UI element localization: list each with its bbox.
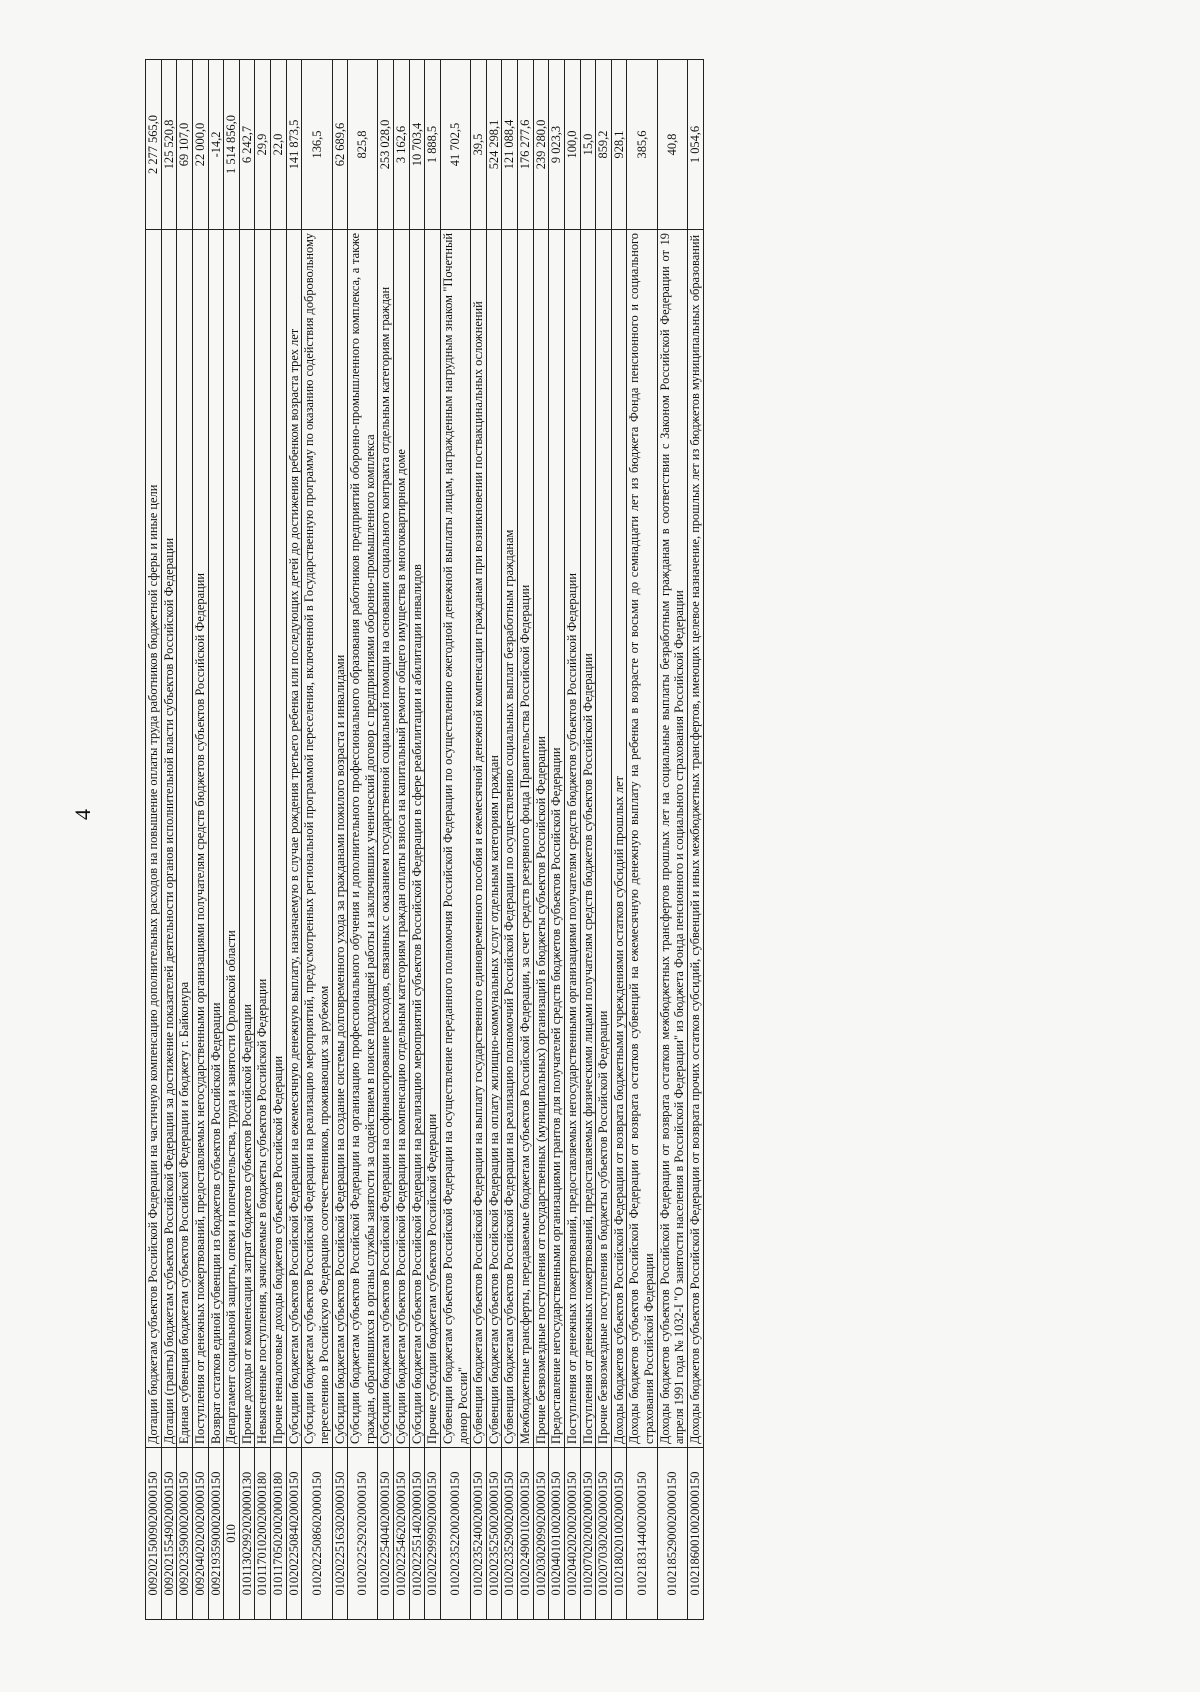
budget-code-cell: 01021831440020000150 [627, 1448, 657, 1620]
table-row [239, 60, 255, 1620]
amount-cell: 524 298,1 [486, 60, 502, 230]
table-row [486, 60, 502, 1620]
budget-code-cell: 01020402020020000150 [564, 1448, 580, 1620]
amount-cell: 6 242,7 [239, 60, 255, 230]
table-row [627, 60, 657, 1620]
table-row [425, 60, 441, 1620]
description-cell: Дотации (гранты) бюджетам субъектов Российской Федерации за достижение показателей деятельности органов исполнительной власти субъектов Российской Федерации [161, 230, 177, 1448]
description-cell: Субсидии бюджетам субъектов Российской Федерации на создание системы долговременного ухода за гражданами пожилого возраста и инвалидами [332, 230, 348, 1448]
table-row [208, 60, 224, 1620]
description-cell: Субсидии бюджетам субъектов Российской Федерации на организацию профессионального обучения и дополнительного профессионального образования работников предприятий оборонно-промышленного комплекса, а также граждан, обратившихся в органы службы занятости за содействием в поиске подходящей работы и заключивших ученический договор с предприятиями оборонно-промышленного комплекса [348, 230, 378, 1448]
amount-cell: 22,0 [271, 60, 287, 230]
table-row [378, 60, 394, 1620]
table-row [657, 60, 687, 1620]
revenue-table [145, 59, 704, 1620]
amount-cell: 385,6 [627, 60, 657, 230]
table-row [409, 60, 425, 1620]
budget-code-cell: 01020235290020000150 [502, 1448, 518, 1620]
description-cell: Субсидии бюджетам субъектов Российской Федерации на софинансирование расходов, связанных с оказанием государственной социальной помощи на основании социального контракта отдельным категориям граждан [378, 230, 394, 1448]
amount-cell: 253 028,0 [378, 60, 394, 230]
description-cell: Субсидии бюджетам субъектов Российской Федерации на реализацию мероприятий, предусмотренных региональной программой переселения, включенной в Государственную программу по оказанию содействия добровольному переселению в Российскую Федерацию соотечественников, проживающих за рубежом [302, 230, 332, 1448]
budget-code-cell: 01021852900020000150 [657, 1448, 687, 1620]
description-cell: Субвенции бюджетам субъектов Российской Федерации на выплату государственного единовременного пособия и ежемесячной денежной компенсации гражданам при возникновении поствакцинальных осложнений [471, 230, 487, 1448]
table-row [440, 60, 470, 1620]
budget-code-cell: 01020225163020000150 [332, 1448, 348, 1620]
budget-code-cell: 00920402020020000150 [192, 1448, 208, 1620]
amount-cell: 239 280,0 [533, 60, 549, 230]
table-row [224, 60, 240, 1620]
page-number: 4 [70, 809, 95, 820]
description-cell: Доходы бюджетов субъектов Российской Федерации от возврата прочих остатков субсидий, субвенций и иных межбюджетных трансфертов, имеющих целевое назначение, прошлых лет из бюджетов муниципальных образований [687, 230, 703, 1448]
table-row [394, 60, 410, 1620]
description-cell: Поступления от денежных пожертвований, предоставляемых негосударственными организациями получателям средств бюджетов субъектов Российской Федерации [564, 230, 580, 1448]
amount-cell: 2 277 565,0 [146, 60, 162, 230]
amount-cell: 3 162,6 [394, 60, 410, 230]
amount-cell: 10 703,4 [409, 60, 425, 230]
description-cell: Единая субвенция бюджетам субъектов Российской Федерации и бюджету г. Байконура [177, 230, 193, 1448]
amount-cell: 39,5 [471, 60, 487, 230]
table-row [533, 60, 549, 1620]
table-row [161, 60, 177, 1620]
budget-code-cell: 01011302992020000130 [239, 1448, 255, 1620]
table-row [146, 60, 162, 1620]
budget-code-cell: 00921935900020000150 [208, 1448, 224, 1620]
description-cell: Межбюджетные трансферты, передаваемые бюджетам субъектов Российской Федерации, за счет средств резервного фонда Правительства Российской Федерации [518, 230, 534, 1448]
amount-cell: 22 000,0 [192, 60, 208, 230]
amount-cell: 136,5 [302, 60, 332, 230]
table-row [348, 60, 378, 1620]
description-cell: Возврат остатков единой субвенции из бюджетов субъектов Российской Федерации [208, 230, 224, 1448]
description-cell: Доходы бюджетов субъектов Российской Федерации от возврата остатков межбюджетных трансфертов прошлых лет на социальные выплаты безработным гражданам в соответствии с Законом Российской Федерации от 19 апреля 1991 года № 1032-I "О занятости населения в Российской Федерации" из бюджета Фонда пенсионного и социального страхования Российской Федерации [657, 230, 687, 1448]
budget-code-cell: 00920215549020000150 [161, 1448, 177, 1620]
revenue-table-body [146, 60, 704, 1620]
table-row [580, 60, 596, 1620]
table-row [518, 60, 534, 1620]
amount-cell: 1 514 856,0 [224, 60, 240, 230]
budget-code-cell: 01020235250020000150 [486, 1448, 502, 1620]
amount-cell: 9 023,3 [549, 60, 565, 230]
description-cell: Субвенции бюджетам субъектов Российской Федерации на осуществление переданного полномочия Российской Федерации по осуществлению ежегодной денежной выплаты лицам, награжденным нагрудным знаком "Почетный донор России" [440, 230, 470, 1448]
budget-code-cell: 01020302099020000150 [533, 1448, 549, 1620]
amount-cell: 15,0 [580, 60, 596, 230]
table-row [471, 60, 487, 1620]
budget-code-cell: 01020225404020000150 [378, 1448, 394, 1620]
description-cell: Субсидии бюджетам субъектов Российской Федерации на компенсацию отдельным категориям граждан оплаты взноса на капитальный ремонт общего имущества в многоквартирном доме [394, 230, 410, 1448]
budget-code-cell: 01020235240020000150 [471, 1448, 487, 1620]
description-cell: Субсидии бюджетам субъектов Российской Федерации на ежемесячную денежную выплату, назначаемую в случае рождения третьего ребенка или последующих детей до достижения ребенком возраста трех лет [286, 230, 302, 1448]
description-cell: Доходы бюджетов субъектов Российской Федерации от возврата остатков субвенций на ежемесячную денежную выплату на ребенка в возрасте от восьми до семнадцати лет из бюджета Фонда пенсионного и социального страхования Российской Федерации [627, 230, 657, 1448]
budget-code-cell: 01020249001020000150 [518, 1448, 534, 1620]
table-row [596, 60, 612, 1620]
amount-cell: 29,9 [255, 60, 271, 230]
description-cell: Прочие безвозмездные поступления от государственных (муниципальных) организаций в бюджеты субъектов Российской Федерации [533, 230, 549, 1448]
description-cell: Доходы бюджетов субъектов Российской Федерации от возврата бюджетными учреждениями остатков субсидий прошлых лет [611, 230, 627, 1448]
amount-cell: 40,8 [657, 60, 687, 230]
amount-cell: 1 054,6 [687, 60, 703, 230]
description-cell: Поступления от денежных пожертвований, предоставляемых физическими лицами получателям средств бюджетов субъектов Российской Федерации [580, 230, 596, 1448]
amount-cell: 62 689,6 [332, 60, 348, 230]
amount-cell: 141 873,5 [286, 60, 302, 230]
budget-code-cell: 01011705020020000180 [271, 1448, 287, 1620]
table-row [177, 60, 193, 1620]
budget-code-cell: 010 [224, 1448, 240, 1620]
budget-code-cell: 01020229999020000150 [425, 1448, 441, 1620]
budget-code-cell: 00920235900020000150 [177, 1448, 193, 1620]
amount-cell: 928,1 [611, 60, 627, 230]
table-row [302, 60, 332, 1620]
table-row [255, 60, 271, 1620]
description-cell: Дотации бюджетам субъектов Российской Федерации на частичную компенсацию дополнительных расходов на повышение оплаты труда работников бюджетной сферы и иные цели [146, 230, 162, 1448]
description-cell: Предоставление негосударственными организациями грантов для получателей средств бюджетов субъектов Российской Федерации [549, 230, 565, 1448]
description-cell: Прочие безвозмездные поступления в бюджеты субъектов Российской Федерации [596, 230, 612, 1448]
table-row [286, 60, 302, 1620]
amount-cell: 100,0 [564, 60, 580, 230]
table-row [332, 60, 348, 1620]
budget-code-cell: 01021802010020000150 [611, 1448, 627, 1620]
table-row [192, 60, 208, 1620]
budget-code-cell: 01020225084020000150 [286, 1448, 302, 1620]
amount-cell: 41 702,5 [440, 60, 470, 230]
table-row [687, 60, 703, 1620]
amount-cell: 121 088,4 [502, 60, 518, 230]
budget-code-cell: 01020702020020000150 [580, 1448, 596, 1620]
amount-cell: -14,2 [208, 60, 224, 230]
amount-cell: 176 277,6 [518, 60, 534, 230]
description-cell: Поступления от денежных пожертвований, предоставляемых негосударственными организациями получателям средств бюджетов субъектов Российской Федерации [192, 230, 208, 1448]
budget-code-cell: 01021860010020000150 [687, 1448, 703, 1620]
description-cell: Субсидии бюджетам субъектов Российской Федерации на реализацию мероприятий субъектов Российской Федерации в сфере реабилитации и абилитации инвалидов [409, 230, 425, 1448]
budget-code-cell: 01020225514020000150 [409, 1448, 425, 1620]
amount-cell: 125 520,8 [161, 60, 177, 230]
table-row [611, 60, 627, 1620]
rotated-table-wrapper [145, 60, 1200, 1620]
budget-code-cell: 01020235220020000150 [440, 1448, 470, 1620]
description-cell: Департамент социальной защиты, опеки и попечительства, труда и занятости Орловской области [224, 230, 240, 1448]
budget-code-cell: 00920215009020000150 [146, 1448, 162, 1620]
description-cell: Прочие доходы от компенсации затрат бюджетов субъектов Российской Федерации [239, 230, 255, 1448]
description-cell: Прочие субсидии бюджетам субъектов Российской Федерации [425, 230, 441, 1448]
description-cell: Прочие неналоговые доходы бюджетов субъектов Российской Федерации [271, 230, 287, 1448]
amount-cell: 859,2 [596, 60, 612, 230]
description-cell: Невыясненные поступления, зачисляемые в бюджеты субъектов Российской Федерации [255, 230, 271, 1448]
budget-code-cell: 01020225292020000150 [348, 1448, 378, 1620]
budget-code-cell: 01020401010020000150 [549, 1448, 565, 1620]
budget-code-cell: 01020225462020000150 [394, 1448, 410, 1620]
table-row [564, 60, 580, 1620]
amount-cell: 1 888,5 [425, 60, 441, 230]
amount-cell: 825,8 [348, 60, 378, 230]
budget-code-cell: 01020225086020000150 [302, 1448, 332, 1620]
table-row [502, 60, 518, 1620]
table-row [549, 60, 565, 1620]
budget-code-cell: 01011701020020000180 [255, 1448, 271, 1620]
description-cell: Субвенции бюджетам субъектов Российской Федерации на оплату жилищно-коммунальных услуг отдельным категориям граждан [486, 230, 502, 1448]
description-cell: Субвенции бюджетам субъектов Российской Федерации на реализацию полномочий Российской Федерации по осуществлению социальных выплат безработным гражданам [502, 230, 518, 1448]
table-row [271, 60, 287, 1620]
amount-cell: 69 107,0 [177, 60, 193, 230]
budget-code-cell: 01020703020020000150 [596, 1448, 612, 1620]
